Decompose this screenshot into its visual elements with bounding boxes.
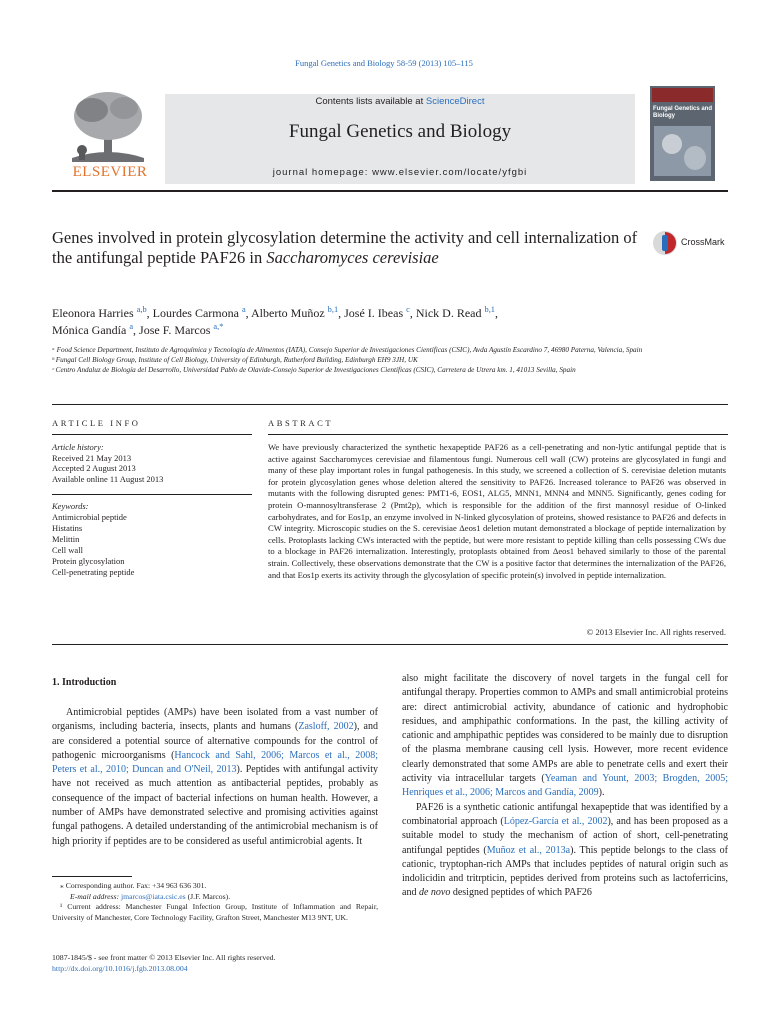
text-run: PAF26 is a synthetic cationic antifungal hexapeptide that was identified by a combinatorial approach ( xyxy=(402,801,728,827)
intro-column-1 xyxy=(52,706,378,849)
email-link[interactable]: jmarcos@iata.csic.es xyxy=(120,891,186,901)
journal-homepage-link[interactable]: journal homepage: www.elsevier.com/locate/yfgbi xyxy=(272,167,528,178)
history-label: Article history: xyxy=(52,442,104,452)
abstract-copyright: © 2013 Elsevier Inc. All rights reserved. xyxy=(586,627,726,637)
author-affiliation-marker[interactable]: a xyxy=(129,321,134,331)
elsevier-logo xyxy=(52,86,164,184)
keywords-label: Keywords: xyxy=(52,501,89,511)
email-suffix: (J.F. Marcos). xyxy=(185,891,231,901)
author-affiliation-marker[interactable]: a,* xyxy=(213,321,224,331)
author-separator: , xyxy=(133,322,140,337)
history-accepted: Accepted 2 August 2013 xyxy=(52,463,136,473)
author-separator: , xyxy=(409,306,416,320)
crossmark-label: CrossMark xyxy=(681,237,725,247)
crossmark-badge[interactable] xyxy=(652,229,732,259)
text-run: ), and has been proposed as a suitable model to study the mechanism of action of short, cell-penetrating antifungal peptides ( xyxy=(402,815,728,856)
affiliation-c: ᶜ Centro Andaluz de Biología del Desarrollo, Universidad Pablo de Olavide-Consejo Superior de Investigaciones Científicas (CSIC), Carretera de Utrera km. 1, 41013 Sevilla, Spain xyxy=(52,366,576,374)
keyword: Cell-penetrating peptide xyxy=(52,567,135,577)
citation-link[interactable]: Hancock and Sahl, 2006; Marcos et al., 2008; Peters et al., 2010; Duncan and O'Neil, 2013 xyxy=(52,749,378,776)
keyword: Antimicrobial peptide xyxy=(52,512,127,522)
intro-paragraph xyxy=(52,706,378,849)
text-run: ). xyxy=(598,787,605,799)
citation-link[interactable]: Muñoz et al., 2013a xyxy=(486,844,571,856)
keyword: Melittin xyxy=(52,534,80,544)
affiliations xyxy=(52,345,728,375)
email-label: E-mail address: xyxy=(70,891,121,901)
section-heading-introduction: 1. Introduction xyxy=(52,677,117,688)
abstract-rule xyxy=(268,434,728,435)
intro-column-2 xyxy=(402,672,728,901)
journal-cover-image xyxy=(650,86,715,181)
doi-link[interactable]: http://dx.doi.org/10.1016/j.fgb.2013.08.004 xyxy=(52,964,188,973)
author-affiliation-marker[interactable]: a xyxy=(241,305,246,314)
title-main: Genes involved in protein glycosylation determine the activity and cell internalization of the antifungal peptide PAF26 in xyxy=(52,228,638,267)
text-run-italic: de novo xyxy=(418,887,451,899)
citation-link[interactable]: Yeaman and Yount, 2003; Brogden, 2005; Henriques et al., 2006; Marcos and Gandía, 2009 xyxy=(402,773,728,799)
affiliation-b: ᵇ Fungal Cell Biology Group, Institute of Cell Biology, University of Edinburgh, Rutherford Building, Edinburgh EH9 3JH, UK xyxy=(52,356,418,364)
text-run: ). Peptides with antifungal activity have not received as much attention as antibacterial peptides, probably as consequence of the impact of bacterial infections on human health. However, a number of AMPs have demonstrated selective and promising activities against fungal pathogens. A detailed understanding of the antimicrobial mechanism is of high priority if peptides are to be considered as useful antimicrobial agents. It xyxy=(52,764,378,847)
text-run: designed peptides of which PAF26 xyxy=(450,887,592,899)
intro-paragraph xyxy=(402,672,728,801)
author[interactable]: Alberto Muñoz xyxy=(251,306,325,320)
affiliation-a: ᵃ Food Science Department, Instituto de Agroquímica y Tecnología de Alimentos (IATA), Consejo Superior de Investigaciones Científicas (CSIC), Avda Agustín Escardino 7, 46980 Paterna, Valencia, Spain xyxy=(52,346,643,354)
intro-paragraph xyxy=(402,801,728,901)
author-separator: , xyxy=(494,306,498,320)
footnote-corresponding: ⁎ Corresponding author. Fax: +34 963 636 301. xyxy=(60,881,207,890)
issn-line: 1087-1845/$ - see front matter © 2013 Elsevier Inc. All rights reserved. xyxy=(52,953,276,962)
footnote-current-address: ¹ Current address: Manchester Fungal Infection Group, Institute of Inflammation and Repair, University of Manchester, Core Technology Facility, Grafton Street, Manchester M13 9NT, UK. xyxy=(52,902,378,922)
info-rule xyxy=(52,434,252,435)
title-species: Saccharomyces cerevisiae xyxy=(266,248,439,267)
citation-link[interactable]: Zasloff, 2002 xyxy=(298,721,354,733)
author[interactable]: Jose F. Marcos xyxy=(139,322,211,337)
contents-line xyxy=(165,96,635,107)
section-rule xyxy=(52,404,728,405)
text-run: Antimicrobial peptides (AMPs) have been isolated from a vast number of organisms, including bacteria, insects, plants and humans ( xyxy=(52,707,378,733)
abstract-heading: ABSTRACT xyxy=(268,418,334,428)
keywords-block xyxy=(52,501,252,578)
header-rule xyxy=(52,190,728,192)
keyword: Cell wall xyxy=(52,545,83,555)
author-list xyxy=(52,305,672,338)
keyword: Protein glycosylation xyxy=(52,556,125,566)
citation-link[interactable]: López-García et al., 2002 xyxy=(503,815,608,827)
article-info-heading: ARTICLE INFO xyxy=(52,418,141,428)
history-online: Available online 11 August 2013 xyxy=(52,473,164,484)
abstract-end-rule xyxy=(52,644,728,645)
author[interactable]: Lourdes Carmona xyxy=(152,306,239,320)
text-run: ), and are considered a potential source of alternative compounds for the control of pathogenic microorganisms ( xyxy=(52,721,378,761)
keyword: Histatins xyxy=(52,523,83,533)
author-separator: , xyxy=(338,306,345,320)
journal-reference-link[interactable]: Fungal Genetics and Biology 58-59 (2013) 105–115 xyxy=(295,58,473,68)
crossmark-icon xyxy=(652,229,678,257)
author-affiliation-marker[interactable]: a,b xyxy=(136,305,147,314)
footnote-email xyxy=(52,892,378,903)
contents-prefix: Contents lists available at xyxy=(315,96,426,107)
abstract-text: We have previously characterized the synthetic hexapeptide PAF26 as a cell-penetrating and non-lytic antifungal peptide that is active against Saccharomyces cerevisiae and filamentous fungi. Numerous cell wall (CW) proteins are glycosylated in fungi and many of these play important roles in fungal pathogenesis. In this study, we screened a collection of S. cerevisiae deletion mutants for protein glycosylation genes whose deletion altered the sensitivity to PAF26. Increased tolerance to PAF26 was observed in mutants with the following disrupted genes: PMT1-6, EOS1, ALG5, MNN1, MNN4 and MNN5. Significantly, genes coding for protein O-mannosyltransferase 2 (Pmt2p), which is responsible for the addition of the first mannosyl residue of O-linked carbohydrates, and for Eos1p, an enzyme involved in N-linked glycosylation of proteins, showed resistance to PAF26 and defects in CW integrity. Microscopic studies on the S. cerevisiae Δeos1 deletion mutant demonstrated a blockage of peptide internalization by cells. Protoplasts lacking CWs interacted with the peptide, but were more resistant to peptide killing than cells possessing CWs due to a blockage in PAF26 internalization. Interestingly, protoplasts obtained from Δeos1 behaved similarly to those of the parental strain. Collectively, these observations demonstrate that the CW is a positive factor that determines the internalization of the PAF26, and that Eos1p exerts its activity through the glycosylation of specific protein(s) involved in peptide internalization. xyxy=(268,442,726,580)
author[interactable]: Eleonora Harries xyxy=(52,306,134,320)
cover-title: Fungal Genetics and Biology xyxy=(653,106,713,119)
text-run: also might facilitate the discovery of novel targets in the fungal cell for antifungal therapy. Properties common to AMPs and small antimicrobial proteins are: direct antimicrobial activity, abundance of cationic and hydrophobic residues, and amphipathic conformations. In the past, the killing activity of cationic and amphipathic peptides was considered to be mainly due to disruption of the plasma membrane causing cell lysis. However, more recent evidence clearly demonstrated that some AMPs are able to penetrate cells and exert their activity via intracellular targets ( xyxy=(402,673,728,785)
author[interactable]: Nick D. Read xyxy=(415,306,482,320)
author-affiliation-marker[interactable]: b,1 xyxy=(327,305,339,314)
footnotes xyxy=(52,881,378,923)
article-title xyxy=(52,228,642,268)
history-received: Received 21 May 2013 xyxy=(52,452,132,463)
author-separator: , xyxy=(146,306,153,320)
author[interactable]: Mónica Gandía xyxy=(52,322,127,337)
elsevier-wordmark: ELSEVIER xyxy=(72,164,148,180)
journal-title: Fungal Genetics and Biology xyxy=(288,121,512,142)
sciencedirect-link[interactable]: ScienceDirect xyxy=(425,96,485,107)
author-affiliation-marker[interactable]: b,1 xyxy=(484,305,495,314)
author-separator: , xyxy=(245,306,252,320)
footnote-rule xyxy=(52,876,132,877)
text-run: ). This peptide belongs to the class of cationic, tryptophan-rich AMPs that includes peptides of natural origin such as indolicidin and tritrpticin, peptides derived from proteins such as lactoferricins, and xyxy=(402,844,729,899)
bottom-info xyxy=(52,952,402,974)
article-history xyxy=(52,442,252,484)
author-affiliation-marker[interactable]: c xyxy=(406,305,410,314)
author[interactable]: José I. Ibeas xyxy=(344,306,404,320)
keywords-rule xyxy=(52,494,252,495)
